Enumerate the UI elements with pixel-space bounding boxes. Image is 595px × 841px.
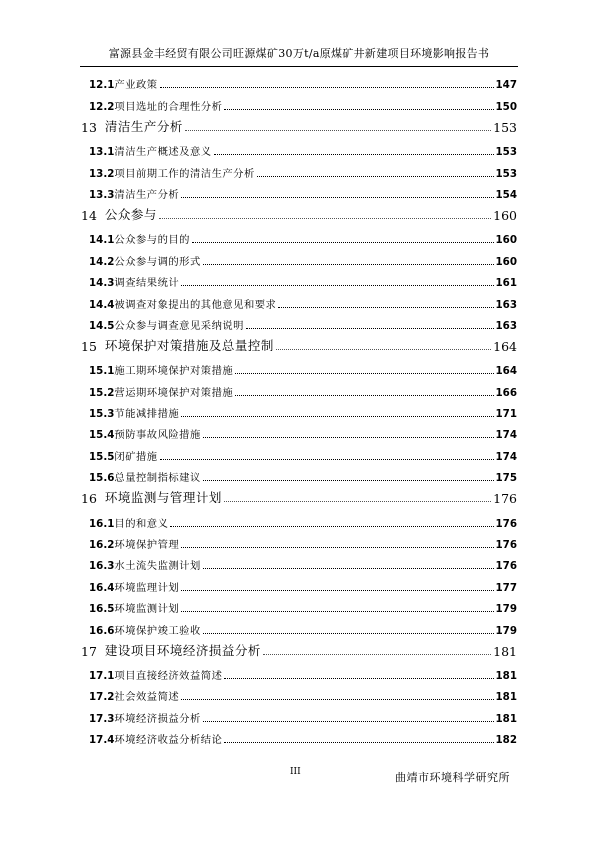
toc-chapter-entry[interactable] — [81, 484, 517, 508]
toc-entry-page: 174 — [495, 450, 517, 463]
toc-entry-number: 16.1 — [89, 517, 115, 530]
toc-entry-page: 181 — [495, 669, 517, 682]
toc-section-entry[interactable] — [89, 289, 517, 310]
toc-dot-leader — [185, 130, 491, 131]
toc-entry-number: 15.2 — [89, 386, 115, 399]
toc-entry-number: 16 — [81, 491, 97, 507]
toc-dot-leader — [203, 721, 494, 722]
toc-entry-number: 12.2 — [89, 100, 115, 113]
toc-entry-page: 174 — [495, 429, 517, 442]
toc-entry-number: 13 — [81, 119, 97, 135]
toc-entry-number: 16.5 — [89, 603, 115, 616]
toc-dot-leader — [224, 742, 493, 743]
toc-entry-title: 环境经济损益分析 — [114, 712, 201, 725]
toc-entry-page: 176 — [495, 539, 517, 552]
toc-dot-leader — [181, 611, 493, 612]
toc-entry-title: 水土流失监测计划 — [114, 560, 201, 573]
toc-entry-page: 179 — [495, 603, 517, 616]
toc-dot-leader — [224, 109, 493, 110]
toc-dot-leader — [263, 654, 491, 655]
toc-section-entry[interactable] — [89, 615, 517, 636]
toc-dot-leader — [181, 547, 493, 548]
toc-entry-title: 节能减排措施 — [114, 408, 180, 421]
toc-entry-title: 公众参与调查意见采纳说明 — [114, 319, 244, 332]
toc-section-entry[interactable] — [89, 399, 517, 420]
toc-section-entry[interactable] — [89, 246, 517, 267]
toc-dot-leader — [203, 480, 494, 481]
toc-entry-page: 160 — [495, 234, 517, 247]
toc-entry-page: 182 — [495, 734, 517, 747]
toc-entry-title: 清洁生产概述及意义 — [114, 146, 212, 159]
toc-entry-title: 建设项目环境经济损益分析 — [104, 642, 261, 658]
toc-entry-title: 产业政策 — [114, 79, 158, 92]
toc-entry-title: 公众参与调的形式 — [114, 255, 201, 268]
toc-section-entry[interactable] — [89, 70, 517, 91]
toc-entry-number: 17 — [81, 643, 97, 659]
toc-entry-number: 14.2 — [89, 255, 115, 268]
toc-entry-page: 160 — [495, 255, 517, 268]
toc-entry-page: 179 — [495, 624, 517, 637]
toc-entry-page: 153 — [495, 146, 517, 159]
toc-entry-number: 13.1 — [89, 146, 115, 159]
footer-organization: 曲靖市环境科学研究所 — [395, 771, 510, 784]
toc-entry-number: 14.1 — [89, 234, 115, 247]
toc-dot-leader — [159, 218, 491, 219]
toc-chapter-entry[interactable] — [81, 332, 517, 356]
toc-entry-title: 目的和意义 — [114, 517, 169, 530]
toc-entry-page: 163 — [495, 319, 517, 332]
toc-entry-number: 16.4 — [89, 581, 115, 594]
toc-dot-leader — [181, 590, 493, 591]
toc-entry-number: 17.2 — [89, 691, 115, 704]
toc-entry-number: 15.4 — [89, 429, 115, 442]
toc-entry-number: 16.6 — [89, 624, 115, 637]
toc-dot-leader — [257, 176, 494, 177]
toc-dot-leader — [203, 633, 494, 634]
toc-entry-page: 166 — [495, 386, 517, 399]
toc-section-entry[interactable] — [89, 91, 517, 112]
toc-entry-title: 环境保护竣工验收 — [114, 624, 201, 637]
toc-entry-page: 153 — [493, 119, 517, 135]
toc-chapter-entry[interactable] — [81, 637, 517, 661]
toc-entry-title: 调查结果统计 — [114, 277, 180, 290]
toc-section-entry[interactable] — [89, 508, 517, 529]
toc-entry-title: 社会效益简述 — [114, 691, 180, 704]
toc-entry-number: 16.2 — [89, 539, 115, 552]
toc-entry-title: 项目直接经济效益简述 — [114, 669, 223, 682]
toc-entry-page: 164 — [495, 365, 517, 378]
page-number: III — [290, 767, 301, 777]
toc-entry-title: 闭矿措施 — [114, 450, 158, 463]
toc-dot-leader — [224, 678, 493, 679]
toc-entry-page: 176 — [495, 560, 517, 573]
toc-dot-leader — [214, 154, 494, 155]
toc-entry-number: 17.1 — [89, 669, 115, 682]
toc-dot-leader — [181, 699, 493, 700]
toc-entry-page: 181 — [495, 691, 517, 704]
toc-section-entry[interactable] — [89, 551, 517, 572]
toc-dot-leader — [246, 328, 494, 329]
toc-entry-page: 181 — [493, 643, 517, 659]
toc-dot-leader — [203, 568, 494, 569]
toc-entry-title: 环境监测与管理计划 — [104, 490, 222, 506]
toc-entry-title: 环境保护管理 — [114, 539, 180, 552]
toc-section-entry[interactable] — [89, 225, 517, 246]
toc-section-entry[interactable] — [89, 268, 517, 289]
toc-entry-page: 176 — [495, 517, 517, 530]
toc-entry-title: 预防事故风险措施 — [114, 429, 201, 442]
toc-entry-number: 14.3 — [89, 277, 115, 290]
toc-entry-title: 清洁生产分析 — [104, 118, 183, 134]
toc-entry-page: 150 — [495, 100, 517, 113]
header-title: 富源县金丰经贸有限公司旺源煤矿30万t/a原煤矿井新建项目环境影响报告书 — [108, 47, 490, 60]
toc-entry-title: 施工期环境保护对策措施 — [114, 365, 234, 378]
toc-entry-page: 154 — [495, 188, 517, 201]
table-of-contents — [81, 70, 517, 747]
toc-entry-page: 163 — [495, 298, 517, 311]
toc-entry-title: 环境监理计划 — [114, 581, 180, 594]
toc-entry-page: 181 — [495, 712, 517, 725]
toc-dot-leader — [224, 501, 491, 502]
toc-dot-leader — [203, 264, 494, 265]
toc-section-entry[interactable] — [89, 180, 517, 201]
toc-section-entry[interactable] — [89, 356, 517, 377]
toc-section-entry[interactable] — [89, 441, 517, 462]
toc-entry-page: 176 — [493, 491, 517, 507]
toc-entry-title: 清洁生产分析 — [114, 188, 180, 201]
toc-section-entry[interactable] — [89, 137, 517, 158]
toc-section-entry[interactable] — [89, 682, 517, 703]
toc-entry-page: 177 — [495, 581, 517, 594]
toc-entry-number: 17.4 — [89, 734, 115, 747]
toc-entry-title: 总量控制指标建议 — [114, 472, 201, 485]
toc-section-entry[interactable] — [89, 420, 517, 441]
toc-dot-leader — [160, 459, 494, 460]
toc-entry-number: 14.4 — [89, 298, 115, 311]
toc-dot-leader — [192, 242, 494, 243]
toc-section-entry[interactable] — [89, 594, 517, 615]
running-header — [80, 44, 518, 67]
toc-entry-page: 171 — [495, 408, 517, 421]
toc-dot-leader — [170, 526, 493, 527]
toc-chapter-entry[interactable] — [81, 201, 517, 225]
toc-entry-page: 164 — [493, 338, 517, 354]
toc-section-entry[interactable] — [89, 377, 517, 398]
toc-entry-title: 环境保护对策措施及总量控制 — [104, 337, 274, 353]
toc-entry-title: 环境经济收益分析结论 — [114, 734, 223, 747]
toc-entry-title: 环境监测计划 — [114, 603, 180, 616]
toc-entry-number: 15.6 — [89, 472, 115, 485]
toc-section-entry[interactable] — [89, 725, 517, 746]
toc-chapter-entry[interactable] — [81, 113, 517, 137]
toc-entry-number: 15.1 — [89, 365, 115, 378]
toc-entry-number: 13.2 — [89, 167, 115, 180]
toc-dot-leader — [235, 373, 493, 374]
toc-entry-number: 13.3 — [89, 188, 115, 201]
toc-section-entry[interactable] — [89, 661, 517, 682]
toc-entry-number: 16.3 — [89, 560, 115, 573]
toc-dot-leader — [203, 437, 494, 438]
toc-dot-leader — [276, 349, 491, 350]
toc-dot-leader — [278, 307, 493, 308]
toc-entry-title: 公众参与 — [104, 206, 157, 222]
toc-entry-page: 147 — [495, 79, 517, 92]
toc-section-entry[interactable] — [89, 158, 517, 179]
toc-entry-number: 15.5 — [89, 450, 115, 463]
toc-entry-page: 153 — [495, 167, 517, 180]
toc-section-entry[interactable] — [89, 530, 517, 551]
toc-entry-number: 17.3 — [89, 712, 115, 725]
toc-section-entry[interactable] — [89, 463, 517, 484]
toc-section-entry[interactable] — [89, 572, 517, 593]
toc-entry-number: 15 — [81, 338, 97, 354]
toc-entry-title: 项目选址的合理性分析 — [114, 100, 223, 113]
toc-entry-title: 营运期环境保护对策措施 — [114, 386, 234, 399]
toc-entry-page: 160 — [493, 207, 517, 223]
toc-entry-number: 14.5 — [89, 319, 115, 332]
toc-entry-page: 175 — [495, 472, 517, 485]
toc-dot-leader — [160, 87, 494, 88]
toc-entry-title: 被调查对象提出的其他意见和要求 — [114, 298, 277, 311]
toc-entry-number: 15.3 — [89, 408, 115, 421]
toc-entry-title: 项目前期工作的清洁生产分析 — [114, 167, 255, 180]
toc-dot-leader — [235, 395, 493, 396]
toc-entry-number: 14 — [81, 207, 97, 223]
toc-section-entry[interactable] — [89, 311, 517, 332]
toc-dot-leader — [181, 416, 493, 417]
toc-section-entry[interactable] — [89, 703, 517, 724]
toc-entry-title: 公众参与的目的 — [114, 234, 190, 247]
toc-entry-number: 12.1 — [89, 79, 115, 92]
toc-dot-leader — [181, 285, 493, 286]
toc-dot-leader — [181, 197, 493, 198]
toc-entry-page: 161 — [495, 277, 517, 290]
